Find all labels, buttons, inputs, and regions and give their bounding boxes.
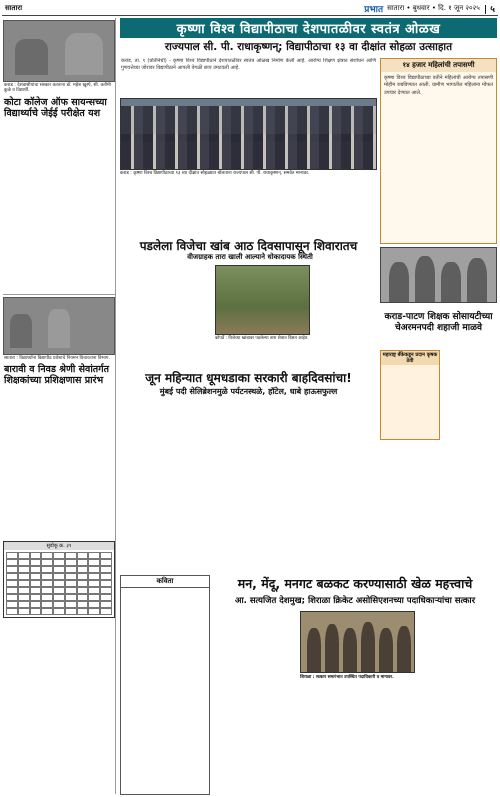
lead-banner-headline: कृष्णा विश्व विद्यापीठाचा देशपातळीवर स्वतंत्र ओळख	[120, 18, 497, 38]
date-line: सातारा • बुधवार • दि. १ जून २०२५	[387, 4, 480, 12]
bank-info-box	[380, 350, 440, 440]
paper-logo: प्रभात	[364, 5, 384, 15]
lead-group-photo	[120, 98, 377, 170]
left-column	[3, 18, 116, 794]
felicitation-photo-caption: शिराळा : सत्कार समारंभात उपस्थित पदाधिकारी व मान्यवर.	[300, 675, 394, 680]
society-chairman-headline: कराड-पाटण शिक्षक सोसायटीच्या चेअरमनपदी शहाजी माळवे	[384, 312, 493, 333]
lead-article-intro	[120, 58, 377, 96]
sidebar-story-body: कृष्णा विश्व विद्यापीठाच्या वतीने महिलांची आरोग्य तपासणी मोहीम राबविण्यात आली. ग्रामीण भागातील महिलांना मोफत उपचार देण्यात आले.	[384, 75, 493, 96]
poem-box	[120, 575, 210, 795]
page-number: | ५	[483, 5, 495, 15]
sidebar-story-box	[380, 58, 497, 244]
lead-article-text: कराड, ता. १ (प्रतिनिधी) - कृष्णा विश्व विद्यापीठाने देशपातळीवर स्वतंत्र ओळख निर्माण केली आहे. आरोग्य शिक्षण क्षेत्रात संशोधन आणि गुणवत्तेच्या जोरावर विद्यापीठाने आपली वेगळी छाप उमटवली आहे.	[121, 58, 376, 72]
poem-title: कविता	[121, 576, 209, 588]
farm-photo	[215, 265, 310, 335]
left-photo-1	[3, 20, 115, 82]
masthead-right	[364, 2, 495, 15]
lead-photo-caption: कराड : कृष्णा विश्व विद्यापीठाच्या १३ व्या दीक्षांत सोहळ्यात बोलताना राज्यपाल सी. पी. राधाकृष्णन्. समवेत मान्यवर.	[120, 171, 310, 176]
bank-info-title: महाराष्ट्र बँकेकडून प्रदान कृषक ठेवी	[382, 352, 438, 364]
left-article-2-body	[3, 389, 115, 539]
sidebar-story-title: १४ हजार महिलांची तपासणी	[381, 59, 496, 72]
left-headline-1: कोटा कॉलेज ऑफ सायन्सच्या विद्यार्थ्याचे जेईई परीक्षेत यश	[4, 96, 107, 119]
left-headline-2: बारावी व निवड श्रेणी सेवांतर्गत शिक्षकांच्या प्रशिक्षणास प्रारंभ	[4, 364, 109, 386]
left-photo-caption-1: कराड : देशवासीयांचा संस्कार करताना डॉ. महेश खुस्पे, सी. करीमी कुळे व विद्यार्थी.	[4, 83, 111, 94]
section-label: सातारा	[5, 4, 23, 12]
lead-subheadline: राज्यपाल सी. पी. राधाकृष्णन्; विद्यापीठाचा १३ वा दीक्षांत सोहळा उत्साहात	[164, 41, 453, 53]
sudoku-grid	[4, 550, 114, 617]
society-event-photo	[380, 247, 497, 303]
farm-photo-caption: कोपर्डे : विजेच्या खांबावर पडलेल्या तारा शेतात दिसत आहेत.	[215, 336, 309, 341]
left-article-1-body	[3, 122, 115, 292]
electric-pole-subheadline: वीजग्राहक तारा खाली आल्याने धोकादायक स्थिती	[187, 253, 313, 261]
electric-pole-headline: पडलेला विजेचा खांब आठ दिवसापासून शिवारातच	[139, 239, 358, 253]
left-photo-caption-2: सातारा : विद्यार्थ्यांना विद्यापीठ प्रवेशाचे नियमन विचारताना विभाग.	[4, 355, 110, 361]
sports-headline: मन, मेंदू, मनगट बळकट करण्यासाठी खेळ महत्त्वाचे	[237, 576, 473, 591]
holidays-subheadline: मुंबई पदी सेलिब्रेशनमुळे पर्यटनस्थळे, हॉटेल, धाबे हाऊसफुल्ल	[159, 387, 338, 396]
sports-subheadline: आ. सत्यजित देशमुख; शिराळा क्रिकेट असोसिएशनच्या पदाधिकाऱ्यांचा सत्कार	[234, 596, 476, 606]
left-photo-2	[3, 297, 115, 355]
holidays-headline: जून महिन्यात धूमधडाका सरकारी बाहदिवसांचा!	[145, 371, 352, 385]
masthead	[2, 2, 498, 16]
sudoku-puzzle	[3, 541, 115, 618]
felicitation-photo	[300, 611, 415, 673]
sudoku-title: सुडोकू क्र. ३१	[4, 542, 114, 550]
